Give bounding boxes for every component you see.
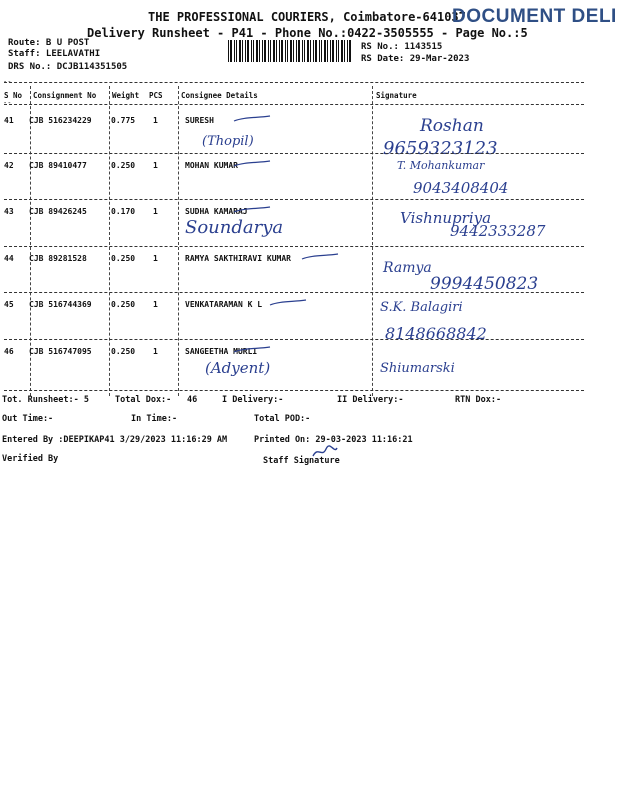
- staff-label: Staff: LEELAVATHI: [8, 49, 101, 59]
- receiver-signature: T. Mohankumar: [397, 159, 485, 172]
- col-consignee-header: Consignee Details: [181, 91, 258, 100]
- col-weight-header: Weight: [112, 91, 140, 100]
- col-sno-header: S No: [4, 91, 23, 100]
- cell-consignee-name: SANGEETHA MURLI: [185, 347, 258, 356]
- pen-tick-mark: [268, 298, 308, 308]
- pen-tick-mark: [232, 159, 272, 169]
- receiver-signature: S.K. Balagiri: [380, 300, 463, 315]
- receiver-phone-number: 9043408404: [413, 179, 509, 197]
- cell-consignment-number: CJB 89426245: [29, 207, 87, 216]
- receiver-phone-number: 9442333287: [450, 222, 546, 240]
- staff-signature-mark: [310, 444, 340, 460]
- col-consignment-header: Consignment No: [33, 91, 97, 100]
- header-bottom-rule: [4, 104, 584, 105]
- row-marker: --: [3, 78, 12, 86]
- pen-tick-mark: [232, 205, 272, 215]
- cell-weight: 0.250: [111, 254, 136, 263]
- barcode-image: [228, 40, 352, 62]
- cell-weight: 0.250: [111, 161, 136, 170]
- row-separator: [4, 292, 584, 293]
- row-separator: [4, 153, 584, 154]
- cell-consignee-name: MOHAN KUMAR: [185, 161, 238, 170]
- column-divider: [178, 86, 179, 396]
- cell-weight: 0.170: [111, 207, 136, 216]
- cell-consignee-name: SUDHA KAMARAJ: [185, 207, 248, 216]
- cell-weight: 0.250: [111, 300, 136, 309]
- cell-pieces: 1: [153, 161, 158, 170]
- cell-pieces: 1: [153, 300, 158, 309]
- receiver-signature: Vishnupriya: [400, 209, 492, 227]
- receiver-signature: Shiumarski: [380, 361, 455, 376]
- cell-serial-number: 42: [4, 161, 14, 170]
- row-separator: [4, 246, 584, 247]
- cell-pieces: 1: [153, 254, 158, 263]
- column-divider: [372, 86, 373, 396]
- out-time-label: Out Time:-: [2, 414, 54, 424]
- drs-number: DRS No.: DCJB114351505: [8, 62, 128, 72]
- rs-number: RS No.: 1143515: [361, 42, 443, 52]
- first-delivery-label: I Delivery:-: [222, 395, 284, 405]
- cell-serial-number: 41: [4, 116, 14, 125]
- cell-consignment-number: CJB 89281528: [29, 254, 87, 263]
- cell-weight: 0.250: [111, 347, 136, 356]
- handwritten-consignee-note: (Thopil): [202, 134, 254, 149]
- receiver-signature: Ramya: [383, 260, 432, 276]
- cell-consignment-number: CJB 89410477: [29, 161, 87, 170]
- col-signature-header: Signature: [376, 91, 417, 100]
- return-dox-label: RTN Dox:-: [455, 395, 502, 405]
- cell-serial-number: 44: [4, 254, 14, 263]
- total-dox-value: 46: [187, 395, 198, 405]
- cell-serial-number: 45: [4, 300, 14, 309]
- pen-tick-mark: [300, 252, 340, 262]
- cell-consignment-number: CJB 516747095: [29, 347, 92, 356]
- cell-pieces: 1: [153, 116, 158, 125]
- cell-weight: 0.775: [111, 116, 136, 125]
- cell-serial-number: 46: [4, 347, 14, 356]
- cell-pieces: 1: [153, 347, 158, 356]
- table-bottom-rule: [4, 390, 584, 391]
- pen-tick-mark: [232, 345, 272, 355]
- cell-consignee-name: VENKATARAMAN K L: [185, 300, 263, 309]
- cell-consignment-number: CJB 516744369: [29, 300, 92, 309]
- in-time-label: In Time:-: [131, 414, 178, 424]
- rs-date: RS Date: 29-Mar-2023: [361, 54, 470, 64]
- handwritten-consignee-note: (Adyent): [205, 359, 271, 377]
- second-delivery-label: II Delivery:-: [337, 395, 404, 405]
- column-divider: [109, 86, 110, 396]
- total-pod-label: Total POD:-: [254, 414, 311, 424]
- row-separator: [4, 339, 584, 340]
- printed-on: Printed On: 29-03-2023 11:16:21: [254, 435, 413, 445]
- receiver-phone-number: 9994450823: [430, 274, 539, 294]
- cell-consignee-name: RAMYA SAKTHIRAVI KUMAR: [185, 254, 291, 263]
- col-pcs-header: PCS: [149, 91, 163, 100]
- row-separator: [4, 199, 584, 200]
- cell-pieces: 1: [153, 207, 158, 216]
- cell-consignment-number: CJB 516234229: [29, 116, 92, 125]
- total-runsheet: Tot. Runsheet:- 5: [2, 395, 89, 405]
- verified-by-label: Verified By: [2, 454, 59, 464]
- receiver-signature: Roshan: [420, 116, 484, 136]
- staff-signature-label: Staff Signature: [263, 456, 340, 466]
- route-label: Route: B U POST: [8, 38, 90, 48]
- document-delivery-stamp: DOCUMENT DELI: [452, 6, 617, 27]
- runsheet-title: THE PROFESSIONAL COURIERS, Coimbatore-641037: [148, 10, 466, 24]
- handwritten-consignee-note: Soundarya: [185, 217, 284, 238]
- pen-tick-mark: [232, 114, 272, 124]
- runsheet-subtitle: Delivery Runsheet - P41 - Phone No.:0422-3505555 - Page No.:5: [87, 26, 528, 40]
- receiver-phone-number: 8148668842: [385, 324, 487, 343]
- cell-serial-number: 43: [4, 207, 14, 216]
- table-top-rule: [4, 82, 584, 83]
- row-marker: --: [3, 99, 12, 107]
- cell-consignee-name: SURESH: [185, 116, 214, 125]
- entered-by: Entered By :DEEPIKAP41 3/29/2023 11:16:29 AM: [2, 435, 228, 445]
- receiver-phone-number: 9659323123: [383, 138, 498, 159]
- total-dox-label: Total Dox:-: [115, 395, 172, 405]
